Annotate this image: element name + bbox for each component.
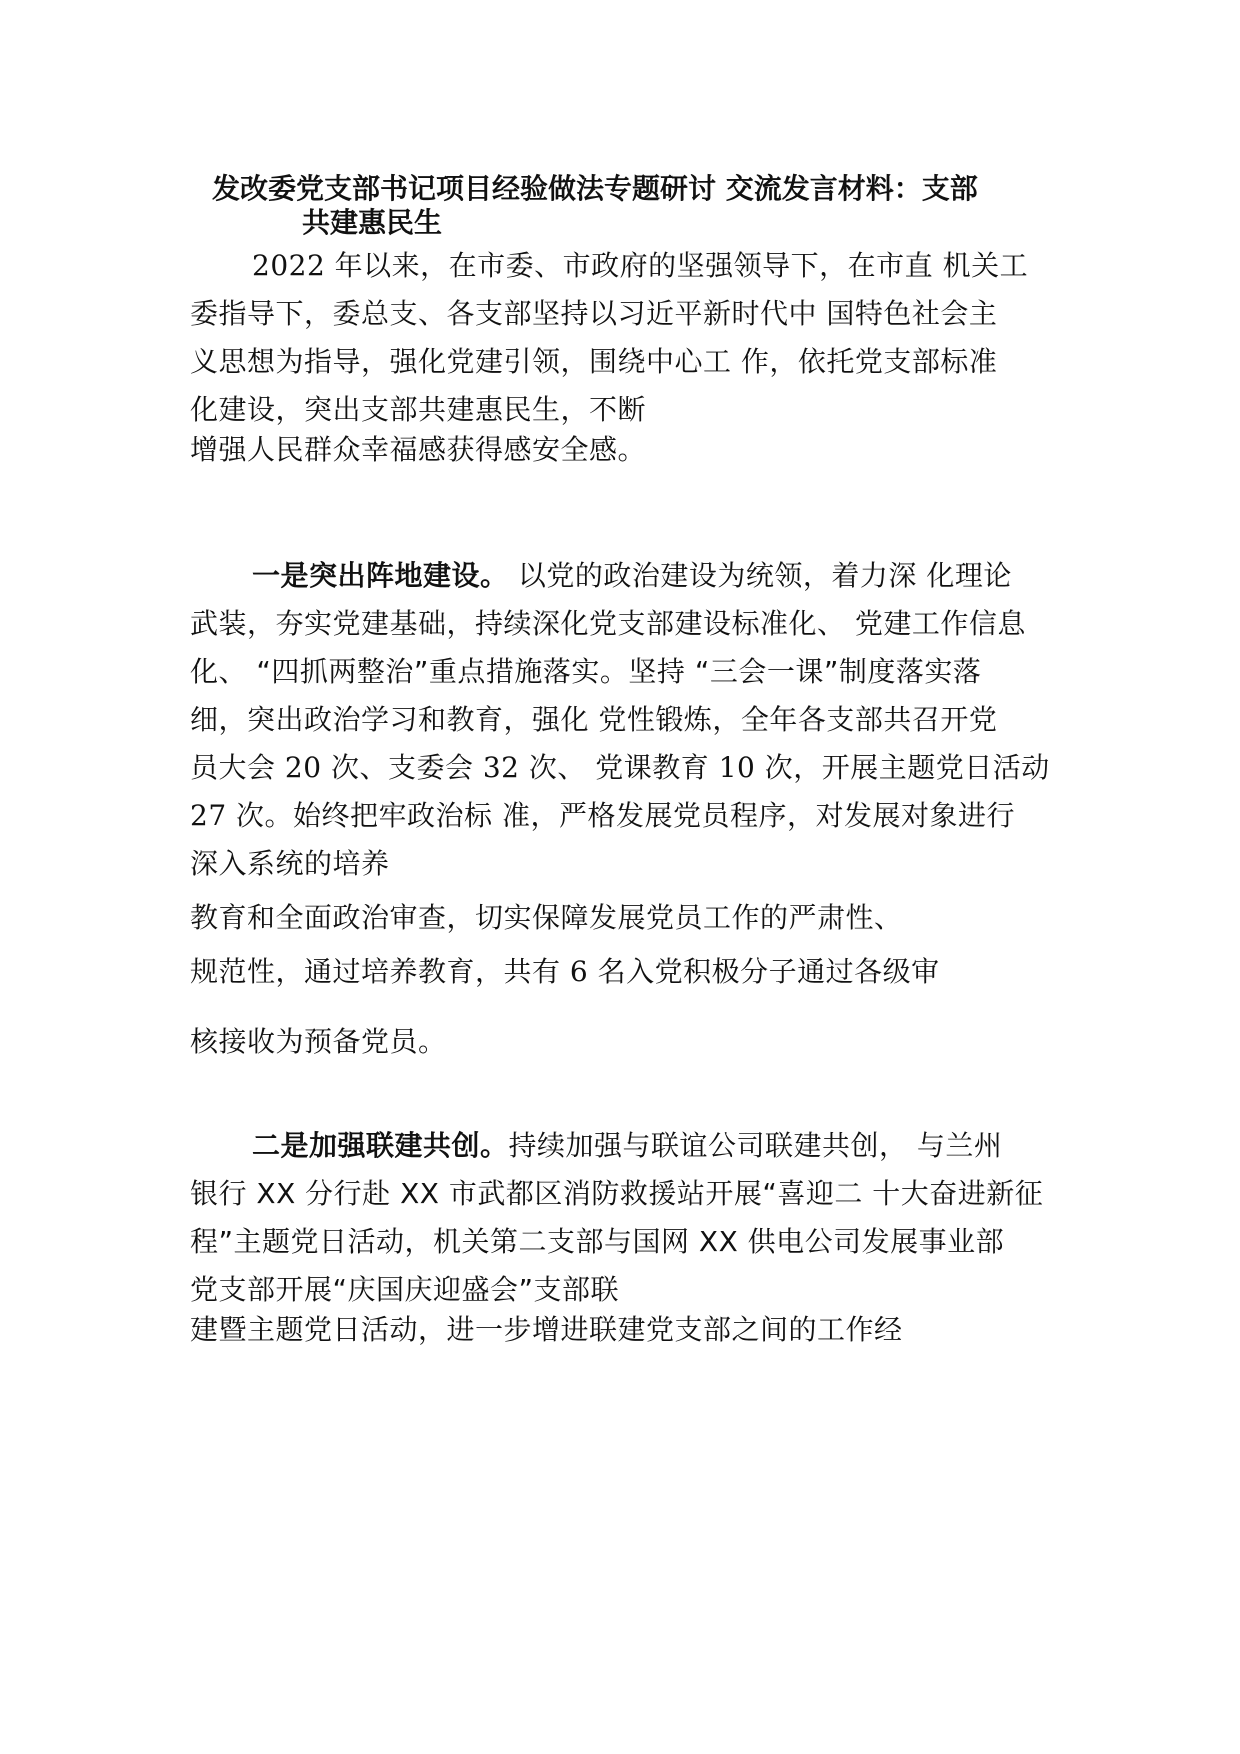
section-1-line: 武装，夯实党建基础，持续深化党支部建设标准化、 党建工作信息: [190, 607, 1026, 640]
section-2-line: 党支部开展“庆国庆迎盛会”支部联: [190, 1273, 620, 1306]
section-2-paragraph-continued: [190, 1306, 1090, 1354]
activists-count: 6: [569, 955, 589, 988]
section-1-heading: 一是突出阵地建设。: [252, 559, 509, 592]
intro-line: 增强人民群众幸福感获得感安全感。: [190, 433, 647, 466]
section-1-paragraph: [190, 552, 1090, 888]
section-1-paragraph-continued: [190, 1018, 1090, 1066]
s1-text: 规范性，通过培养教育，共有: [190, 955, 570, 988]
document-title: [212, 172, 1092, 240]
intro-paragraph-continued: [190, 426, 1090, 474]
s1-text: 次。始终把牢政治标 准，严格发展党员程序，对发展对象进行: [226, 799, 1015, 832]
section-1-line: 核接收为预备党员。: [190, 1025, 447, 1058]
s1-text: 员大会: [190, 751, 285, 784]
theme-days-count: 27: [190, 799, 227, 832]
party-meetings-count: 20: [284, 751, 322, 784]
intro-line: 委指导下，委总支、各支部坚持以习近平新时代中 国特色社会主: [190, 297, 998, 330]
section-2-heading: 二是加强联建共创。: [252, 1129, 509, 1162]
title-line-1: 发改委党支部书记项目经验做法专题研讨 交流发言材料：支部: [212, 172, 978, 205]
s1-text: 次、 党课教育: [519, 751, 719, 784]
s1-text: 次、支委会: [321, 751, 483, 784]
section-1-paragraph-continued: [190, 894, 1090, 942]
committee-meetings-count: 32: [482, 751, 520, 784]
intro-line: 化建设，突出支部共建惠民生，不断: [190, 393, 647, 426]
section-1-line: 化、 “四抓两整治”重点措施落实。坚持 “三会一课”制度落实落: [190, 655, 982, 688]
intro-line: 义思想为指导，强化党建引领，围绕中心工 作，依托党支部标准: [190, 345, 998, 378]
intro-paragraph: [190, 242, 1090, 434]
section-1-line: 深入系统的培养: [190, 847, 390, 880]
intro-text-1: 年以来，在市委、市政府的坚强领导下，在市直 机关工: [325, 249, 1029, 282]
section-1-line: [190, 552, 1090, 600]
section-2-line: [190, 1122, 1090, 1170]
section-1-line: [190, 948, 1090, 996]
section-2-line: 建暨主题党日活动，进一步增进联建党支部之间的工作经: [190, 1313, 903, 1346]
section-2-text-1: 持续加强与联谊公司联建共创， 与兰州: [508, 1129, 1003, 1162]
s1-text: 次，开展主题党日活动: [755, 751, 1050, 784]
section-1-text-1: 以党的政治建设为统领，着力深 化理论: [508, 559, 1012, 592]
section-1-line: [190, 792, 1090, 840]
title-line-2: 共建惠民生: [302, 206, 443, 239]
section-1-line: 细，突出政治学习和教育，强化 党性锻炼，全年各支部共召开党: [190, 703, 998, 736]
party-lessons-count: 10: [718, 751, 756, 784]
section-2-line: 程”主题党日活动，机关第二支部与国网 XX 供电公司发展事业部: [190, 1225, 1005, 1258]
section-2-paragraph: [190, 1122, 1090, 1314]
section-1-paragraph-continued: [190, 948, 1090, 996]
section-1-line: 教育和全面政治审查，切实保障发展党员工作的严肃性、: [190, 901, 903, 934]
section-1-line: [190, 744, 1090, 792]
s1-text: 名入党积极分子通过各级审: [588, 955, 940, 988]
intro-line: [190, 242, 1090, 290]
section-2-line: 银行 XX 分行赴 XX 市武都区消防救援站开展“喜迎二 十大奋进新征: [190, 1177, 1044, 1210]
intro-year: 2022: [252, 249, 326, 282]
